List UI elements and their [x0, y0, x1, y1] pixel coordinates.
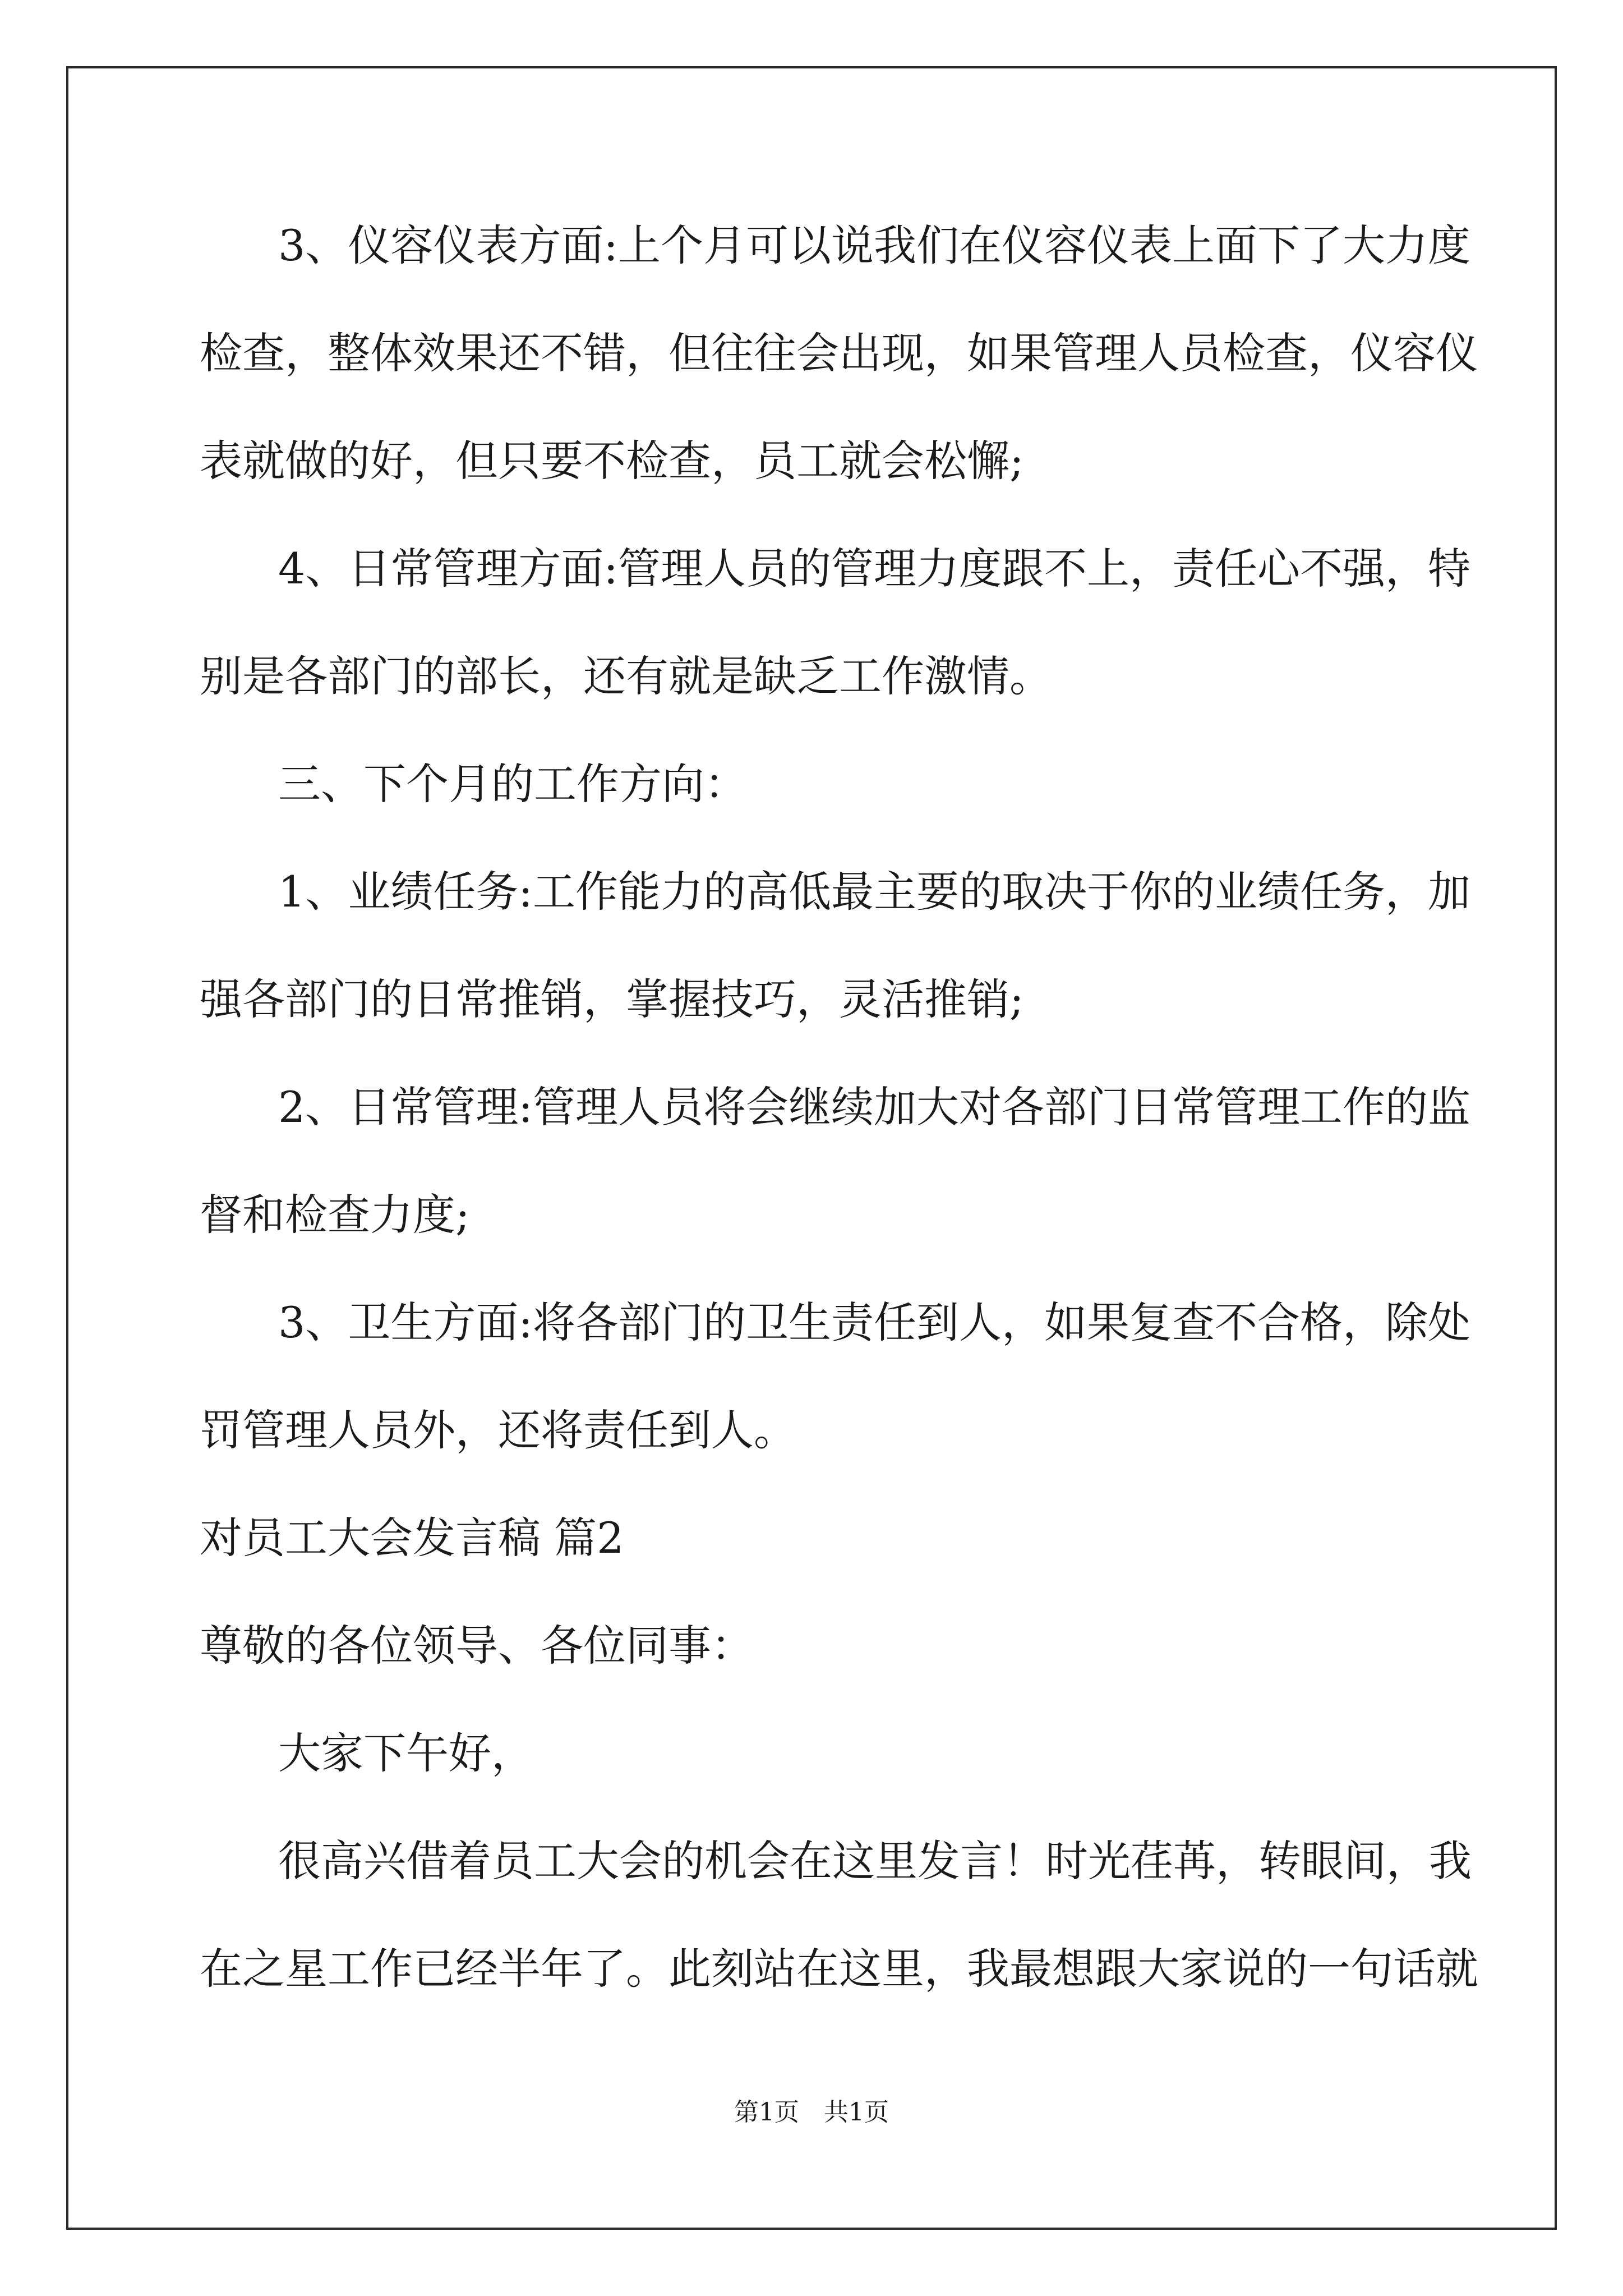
paragraph-line: 3、卫生方面:将各部门的卫生责任到人，如果复查不合格，除处 [278, 1297, 1470, 1347]
paragraph-line: 表就做的好，但只要不检查，员工就会松懈; [200, 436, 1024, 486]
page-number-footer: 第1页 共1页 [734, 2098, 889, 2127]
paragraph-line: 3、仪容仪表方面:上个月可以说我们在仪容仪表上面下了大力度 [278, 220, 1470, 270]
paragraph-line: 督和检查力度; [200, 1190, 470, 1240]
paragraph-line: 在之星工作已经半年了。此刻站在这里，我最想跟大家说的一句话就 [200, 1944, 1478, 1994]
paragraph-line: 罚管理人员外，还将责任到人。 [200, 1405, 796, 1455]
paragraph-line: 4、日常管理方面:管理人员的管理力度跟不上，责任心不强，特 [278, 544, 1470, 593]
salutation: 尊敬的各位领导、各位同事： [200, 1621, 754, 1671]
paragraph-line: 别是各部门的部长，还有就是缺乏工作激情。 [200, 651, 1052, 701]
paragraph-line: 1、业绩任务:工作能力的高低最主要的取决于你的业绩任务，加 [278, 867, 1470, 917]
section-heading: 三、下个月的工作方向： [278, 759, 747, 809]
page-border [66, 66, 1557, 2230]
paragraph-line: 检查，整体效果还不错，但往往会出现，如果管理人员检查，仪容仪 [200, 328, 1478, 378]
article-title: 对员工大会发言稿 篇2 [200, 1513, 624, 1563]
paragraph-line: 很高兴借着员工大会的机会在这里发言！时光荏苒，转眼间，我 [278, 1836, 1472, 1886]
greeting: 大家下午好， [278, 1728, 534, 1778]
paragraph-line: 强各部门的日常推销，掌握技巧，灵活推销; [200, 974, 1024, 1024]
paragraph-line: 2、日常管理:管理人员将会继续加大对各部门日常管理工作的监 [278, 1082, 1470, 1132]
